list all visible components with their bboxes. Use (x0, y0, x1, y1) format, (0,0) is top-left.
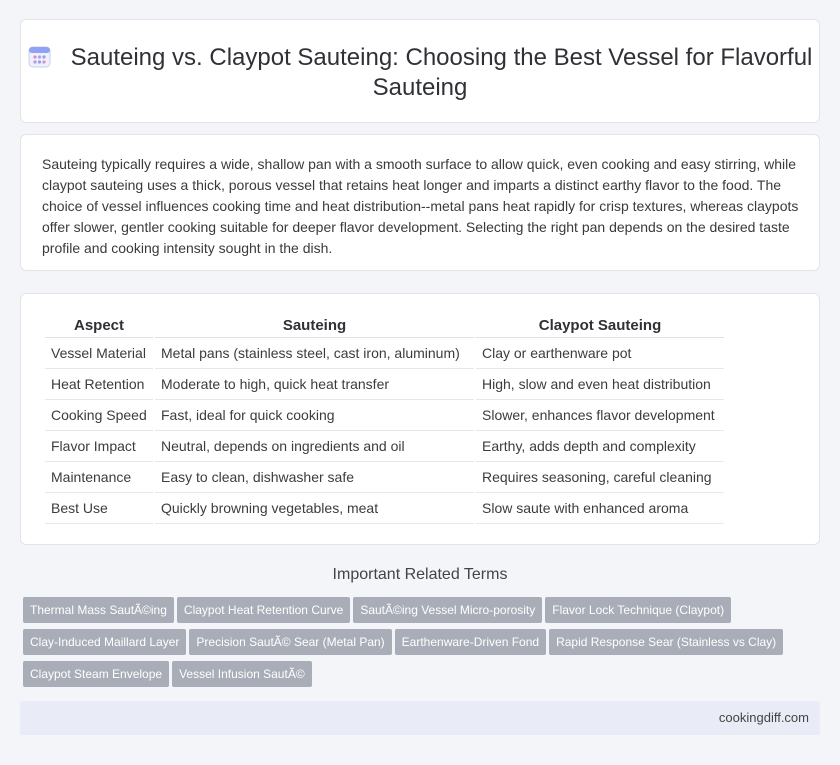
table-row (45, 493, 724, 524)
related-term-tag[interactable]: Precision SautÃ© Sear (Metal Pan) (189, 629, 391, 655)
table-cell: Cooking Speed (45, 400, 153, 431)
table-cell: Earthy, adds depth and complexity (476, 431, 724, 462)
table-row (45, 400, 724, 431)
table-cell: Quickly browning vegetables, meat (155, 493, 474, 524)
footer (20, 701, 820, 735)
table-cell: Clay or earthenware pot (476, 338, 724, 369)
page-title (21, 43, 819, 103)
related-term-tag[interactable]: Clay-Induced Maillard Layer (23, 629, 186, 655)
comparison-table (43, 314, 726, 524)
table-row (45, 431, 724, 462)
table-cell: Maintenance (45, 462, 153, 493)
table-cell: Fast, ideal for quick cooking (155, 400, 474, 431)
table-cell: High, slow and even heat distribution (476, 369, 724, 400)
related-term-tag[interactable]: Rapid Response Sear (Stainless vs Clay) (549, 629, 783, 655)
table-cell: Slow saute with enhanced aroma (476, 493, 724, 524)
table-header-row (45, 314, 724, 338)
related-terms-list (23, 597, 813, 693)
table-cell: Neutral, depends on ingredients and oil (155, 431, 474, 462)
related-term-tag[interactable]: Flavor Lock Technique (Claypot) (545, 597, 731, 623)
table-cell: Slower, enhances flavor development (476, 400, 724, 431)
intro-paragraph: Sauteing typically requires a wide, shallow pan with a smooth surface to allow quick, even cooking and easy stirring, while claypot sauteing uses a thick, porous vessel that retains heat longer and imparts a distinct earthy flavor to the food. The choice of vessel influences cooking time and heat distribution--metal pans heat rapidly for crisp textures, whereas claypots offer slower, gentler cooking suitable for deeper flavor development. Selecting the right pan depends on the desired taste profile and cooking intensity sought in the dish. (42, 156, 799, 256)
header-sauteing: Sauteing (155, 314, 474, 338)
table-cell: Best Use (45, 493, 153, 524)
related-term-tag[interactable]: Vessel Infusion SautÃ© (172, 661, 312, 687)
table-cell: Vessel Material (45, 338, 153, 369)
page-title-text: Sauteing vs. Claypot Sauteing: Choosing the Best Vessel for Flavorful Sauteing (70, 44, 813, 101)
table-row (45, 462, 724, 493)
title-card (20, 19, 820, 123)
related-terms-heading: Important Related Terms (332, 566, 508, 583)
table-row (45, 369, 724, 400)
header-claypot: Claypot Sauteing (476, 314, 724, 338)
table-row (45, 338, 724, 369)
table-cell: Requires seasoning, careful cleaning (476, 462, 724, 493)
related-term-tag[interactable]: Thermal Mass SautÃ©ing (23, 597, 174, 623)
footer-site-link[interactable]: cookingdiff.com (718, 710, 809, 725)
related-term-tag[interactable]: Claypot Steam Envelope (23, 661, 169, 687)
header-aspect: Aspect (45, 314, 153, 338)
comparison-card (20, 293, 820, 545)
table-cell: Easy to clean, dishwasher safe (155, 462, 474, 493)
related-term-tag[interactable]: SautÃ©ing Vessel Micro-porosity (353, 597, 542, 623)
title-wrap (21, 43, 819, 103)
related-term-tag[interactable]: Earthenware-Driven Fond (395, 629, 546, 655)
calendar-icon (28, 45, 51, 68)
table-cell: Metal pans (stainless steel, cast iron, aluminum) (155, 338, 474, 369)
table-cell: Flavor Impact (45, 431, 153, 462)
table-cell: Moderate to high, quick heat transfer (155, 369, 474, 400)
related-term-tag[interactable]: Claypot Heat Retention Curve (177, 597, 350, 623)
intro-card (20, 134, 820, 271)
table-cell: Heat Retention (45, 369, 153, 400)
